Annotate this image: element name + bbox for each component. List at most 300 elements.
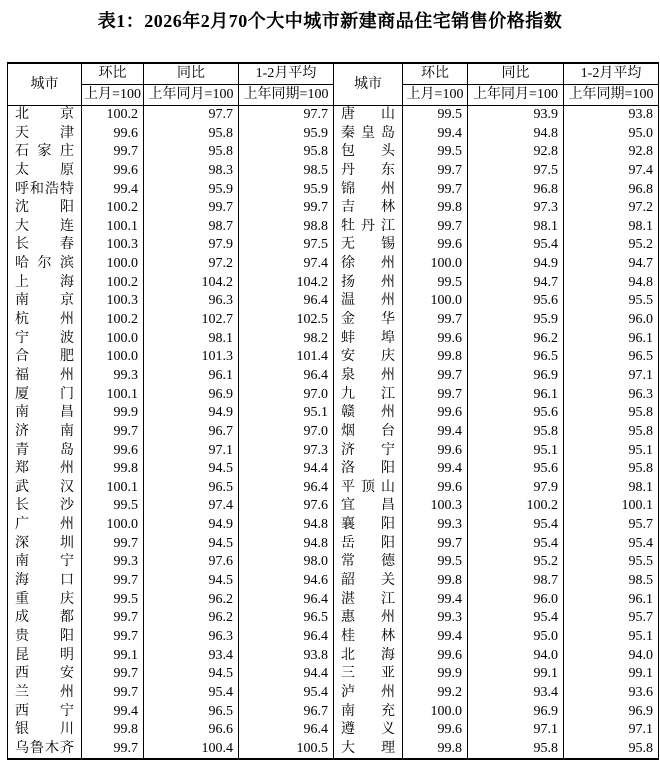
avg-value-cell: 95.1: [239, 404, 334, 423]
mom-value-cell: 99.6: [403, 404, 468, 423]
city-cell: 兰 州: [8, 684, 82, 703]
header-mom-right: 环比: [403, 63, 468, 85]
avg-value-cell: 96.1: [564, 591, 659, 610]
avg-value-cell: 95.7: [564, 516, 659, 535]
mom-value-cell: 100.2: [82, 311, 144, 330]
yoy-value-cell: 98.1: [468, 218, 564, 237]
city-cell: 青 岛: [8, 442, 82, 461]
table-title: 表1：2026年2月70个大中城市新建商品住宅销售价格指数: [97, 11, 563, 31]
mom-value-cell: 99.5: [403, 274, 468, 293]
mom-value-cell: 100.3: [403, 497, 468, 516]
mom-value-cell: 100.0: [403, 255, 468, 274]
mom-value-cell: 99.3: [403, 609, 468, 628]
avg-value-cell: 95.9: [239, 181, 334, 200]
yoy-value-cell: 97.4: [144, 497, 239, 516]
mom-value-cell: 99.7: [403, 218, 468, 237]
city-cell: 岳 阳: [334, 535, 403, 554]
avg-value-cell: 97.6: [239, 497, 334, 516]
mom-value-cell: 99.8: [403, 572, 468, 591]
yoy-value-cell: 102.7: [144, 311, 239, 330]
avg-value-cell: 95.0: [564, 125, 659, 144]
header-row-base: [8, 85, 659, 106]
table-row: [8, 255, 659, 274]
city-cell: 徐 州: [334, 255, 403, 274]
mom-value-cell: 99.7: [403, 181, 468, 200]
city-cell: 杭 州: [8, 311, 82, 330]
avg-value-cell: 94.4: [239, 665, 334, 684]
yoy-value-cell: 98.7: [468, 572, 564, 591]
mom-value-cell: 99.4: [403, 628, 468, 647]
mom-value-cell: 99.4: [82, 703, 144, 722]
yoy-value-cell: 94.9: [144, 404, 239, 423]
city-cell: 平 顶 山: [334, 479, 403, 498]
avg-value-cell: 96.7: [239, 703, 334, 722]
mom-value-cell: 100.2: [82, 106, 144, 125]
header-avg-left: 1-2月平均: [239, 63, 334, 85]
mom-value-cell: 99.5: [403, 553, 468, 572]
avg-value-cell: 97.4: [239, 255, 334, 274]
city-cell: 无 锡: [334, 236, 403, 255]
avg-value-cell: 97.5: [239, 236, 334, 255]
table-row: [8, 497, 659, 516]
yoy-value-cell: 99.7: [144, 199, 239, 218]
mom-value-cell: 99.6: [403, 479, 468, 498]
table-row: [8, 628, 659, 647]
yoy-value-cell: 96.1: [468, 386, 564, 405]
city-cell: 长 春: [8, 236, 82, 255]
avg-value-cell: 95.4: [564, 535, 659, 554]
avg-value-cell: 96.0: [564, 311, 659, 330]
yoy-value-cell: 94.9: [468, 255, 564, 274]
yoy-value-cell: 94.8: [468, 125, 564, 144]
city-cell: 西 安: [8, 665, 82, 684]
yoy-value-cell: 101.3: [144, 348, 239, 367]
yoy-value-cell: 95.6: [468, 460, 564, 479]
yoy-value-cell: 95.8: [144, 125, 239, 144]
table-row: [8, 460, 659, 479]
avg-value-cell: 95.8: [564, 460, 659, 479]
yoy-value-cell: 94.0: [468, 647, 564, 666]
avg-value-cell: 93.6: [564, 684, 659, 703]
avg-value-cell: 96.4: [239, 292, 334, 311]
mom-value-cell: 99.4: [403, 591, 468, 610]
mom-value-cell: 99.7: [82, 609, 144, 628]
yoy-value-cell: 96.3: [144, 292, 239, 311]
mom-value-cell: 99.8: [82, 460, 144, 479]
mom-value-cell: 99.4: [403, 125, 468, 144]
table-row: [8, 740, 659, 760]
yoy-value-cell: 100.2: [468, 497, 564, 516]
table-row: [8, 106, 659, 125]
mom-value-cell: 99.7: [403, 367, 468, 386]
mom-value-cell: 99.7: [82, 665, 144, 684]
yoy-value-cell: 97.5: [468, 162, 564, 181]
city-cell: 南 昌: [8, 404, 82, 423]
mom-value-cell: 100.0: [403, 703, 468, 722]
city-cell: 天 津: [8, 125, 82, 144]
city-cell: 济 宁: [334, 442, 403, 461]
yoy-value-cell: 96.5: [144, 703, 239, 722]
city-cell: 包 头: [334, 143, 403, 162]
city-cell: 泸 州: [334, 684, 403, 703]
mom-value-cell: 100.1: [82, 386, 144, 405]
yoy-value-cell: 94.5: [144, 535, 239, 554]
city-cell: 太 原: [8, 162, 82, 181]
yoy-value-cell: 99.1: [468, 665, 564, 684]
avg-value-cell: 96.1: [564, 330, 659, 349]
yoy-value-cell: 95.6: [468, 404, 564, 423]
city-cell: 唐 山: [334, 106, 403, 125]
yoy-value-cell: 104.2: [144, 274, 239, 293]
avg-value-cell: 97.1: [564, 367, 659, 386]
table-row: [8, 609, 659, 628]
header-city-right: 城市: [334, 63, 403, 106]
mom-value-cell: 100.2: [82, 199, 144, 218]
header-row-top: [8, 63, 659, 85]
header-yoy-base-left: 上年同月=100: [144, 85, 239, 106]
mom-value-cell: 99.8: [82, 721, 144, 740]
yoy-value-cell: 95.0: [468, 628, 564, 647]
yoy-value-cell: 95.9: [144, 181, 239, 200]
city-cell: 长 沙: [8, 497, 82, 516]
mom-value-cell: 99.7: [82, 423, 144, 442]
mom-value-cell: 100.2: [82, 274, 144, 293]
yoy-value-cell: 95.8: [144, 143, 239, 162]
yoy-value-cell: 97.1: [144, 442, 239, 461]
table-row: [8, 311, 659, 330]
city-cell: 扬 州: [334, 274, 403, 293]
yoy-value-cell: 94.5: [144, 572, 239, 591]
city-cell: 上 海: [8, 274, 82, 293]
mom-value-cell: 99.2: [403, 684, 468, 703]
yoy-value-cell: 96.2: [144, 591, 239, 610]
table-row: [8, 367, 659, 386]
mom-value-cell: 99.7: [403, 311, 468, 330]
avg-value-cell: 98.2: [239, 330, 334, 349]
yoy-value-cell: 96.1: [144, 367, 239, 386]
avg-value-cell: 97.1: [564, 721, 659, 740]
yoy-value-cell: 97.7: [144, 106, 239, 125]
table-row: [8, 218, 659, 237]
avg-value-cell: 95.8: [564, 404, 659, 423]
mom-value-cell: 100.0: [82, 348, 144, 367]
mom-value-cell: 99.6: [403, 330, 468, 349]
avg-value-cell: 94.8: [239, 535, 334, 554]
mom-value-cell: 99.6: [403, 647, 468, 666]
city-cell: 吉 林: [334, 199, 403, 218]
mom-value-cell: 99.3: [82, 553, 144, 572]
city-cell: 遵 义: [334, 721, 403, 740]
table-row: [8, 404, 659, 423]
header-avg-base-right: 上年同期=100: [564, 85, 659, 106]
city-cell: 银 川: [8, 721, 82, 740]
table-row: [8, 442, 659, 461]
avg-value-cell: 96.4: [239, 628, 334, 647]
city-cell: 三 亚: [334, 665, 403, 684]
table-row: [8, 572, 659, 591]
city-cell: 西 宁: [8, 703, 82, 722]
header-yoy-left: 同比: [144, 63, 239, 85]
yoy-value-cell: 96.7: [144, 423, 239, 442]
table-row: [8, 591, 659, 610]
avg-value-cell: 94.4: [239, 460, 334, 479]
yoy-value-cell: 95.1: [468, 442, 564, 461]
city-cell: 沈 阳: [8, 199, 82, 218]
city-cell: 福 州: [8, 367, 82, 386]
avg-value-cell: 98.1: [564, 218, 659, 237]
table-row: [8, 423, 659, 442]
mom-value-cell: 99.6: [82, 442, 144, 461]
mom-value-cell: 99.7: [82, 572, 144, 591]
city-cell: 石 家 庄: [8, 143, 82, 162]
table-row: [8, 330, 659, 349]
header-city-left: 城市: [8, 63, 82, 106]
avg-value-cell: 94.6: [239, 572, 334, 591]
city-cell: 泉 州: [334, 367, 403, 386]
avg-value-cell: 97.2: [564, 199, 659, 218]
price-index-table: [7, 62, 659, 760]
mom-value-cell: 99.9: [403, 665, 468, 684]
yoy-value-cell: 95.6: [468, 292, 564, 311]
yoy-value-cell: 96.2: [468, 330, 564, 349]
avg-value-cell: 96.3: [564, 386, 659, 405]
mom-value-cell: 99.7: [403, 535, 468, 554]
table-row: [8, 479, 659, 498]
mom-value-cell: 99.5: [82, 591, 144, 610]
mom-value-cell: 99.3: [403, 516, 468, 535]
avg-value-cell: 96.5: [564, 348, 659, 367]
yoy-value-cell: 94.5: [144, 665, 239, 684]
yoy-value-cell: 97.3: [468, 199, 564, 218]
yoy-value-cell: 92.8: [468, 143, 564, 162]
avg-value-cell: 98.1: [564, 479, 659, 498]
city-cell: 襄 阳: [334, 516, 403, 535]
avg-value-cell: 98.0: [239, 553, 334, 572]
mom-value-cell: 99.7: [82, 143, 144, 162]
avg-value-cell: 95.8: [239, 143, 334, 162]
yoy-value-cell: 100.4: [144, 740, 239, 760]
avg-value-cell: 94.7: [564, 255, 659, 274]
mom-value-cell: 99.7: [82, 535, 144, 554]
yoy-value-cell: 95.4: [468, 535, 564, 554]
city-cell: 宜 昌: [334, 497, 403, 516]
city-cell: 洛 阳: [334, 460, 403, 479]
city-cell: 广 州: [8, 516, 82, 535]
yoy-value-cell: 98.1: [144, 330, 239, 349]
mom-value-cell: 99.9: [82, 404, 144, 423]
yoy-value-cell: 95.4: [144, 684, 239, 703]
yoy-value-cell: 95.9: [468, 311, 564, 330]
city-cell: 合 肥: [8, 348, 82, 367]
table-row: [8, 386, 659, 405]
header-yoy-base-right: 上年同月=100: [468, 85, 564, 106]
table-row: [8, 516, 659, 535]
avg-value-cell: 97.7: [239, 106, 334, 125]
avg-value-cell: 95.4: [239, 684, 334, 703]
yoy-value-cell: 93.4: [468, 684, 564, 703]
avg-value-cell: 96.8: [564, 181, 659, 200]
yoy-value-cell: 98.3: [144, 162, 239, 181]
city-cell: 惠 州: [334, 609, 403, 628]
yoy-value-cell: 96.6: [144, 721, 239, 740]
avg-value-cell: 92.8: [564, 143, 659, 162]
table-row: [8, 665, 659, 684]
avg-value-cell: 95.8: [564, 423, 659, 442]
header-avg-right: 1-2月平均: [564, 63, 659, 85]
city-cell: 秦 皇 岛: [334, 125, 403, 144]
yoy-value-cell: 95.8: [468, 423, 564, 442]
avg-value-cell: 98.5: [564, 572, 659, 591]
city-cell: 南 京: [8, 292, 82, 311]
mom-value-cell: 99.5: [403, 106, 468, 125]
city-cell: 深 圳: [8, 535, 82, 554]
table-row: [8, 684, 659, 703]
avg-value-cell: 95.1: [564, 442, 659, 461]
avg-value-cell: 100.5: [239, 740, 334, 760]
city-cell: 丹 东: [334, 162, 403, 181]
yoy-value-cell: 95.4: [468, 236, 564, 255]
table-row: [8, 292, 659, 311]
avg-value-cell: 95.5: [564, 553, 659, 572]
yoy-value-cell: 96.9: [468, 703, 564, 722]
city-cell: 贵 阳: [8, 628, 82, 647]
yoy-value-cell: 94.5: [144, 460, 239, 479]
yoy-value-cell: 96.3: [144, 628, 239, 647]
yoy-value-cell: 93.4: [144, 647, 239, 666]
avg-value-cell: 93.8: [564, 106, 659, 125]
mom-value-cell: 99.7: [403, 162, 468, 181]
yoy-value-cell: 97.6: [144, 553, 239, 572]
city-cell: 武 汉: [8, 479, 82, 498]
yoy-value-cell: 96.5: [144, 479, 239, 498]
avg-value-cell: 95.7: [564, 609, 659, 628]
mom-value-cell: 99.6: [403, 236, 468, 255]
avg-value-cell: 99.7: [239, 199, 334, 218]
table-row: [8, 143, 659, 162]
yoy-value-cell: 96.0: [468, 591, 564, 610]
avg-value-cell: 102.5: [239, 311, 334, 330]
table-row: [8, 199, 659, 218]
city-cell: 北 京: [8, 106, 82, 125]
mom-value-cell: 99.1: [82, 647, 144, 666]
city-cell: 锦 州: [334, 181, 403, 200]
avg-value-cell: 97.0: [239, 386, 334, 405]
mom-value-cell: 99.7: [82, 628, 144, 647]
table-row: [8, 348, 659, 367]
yoy-value-cell: 93.9: [468, 106, 564, 125]
avg-value-cell: 94.8: [564, 274, 659, 293]
city-cell: 大 理: [334, 740, 403, 760]
yoy-value-cell: 95.2: [468, 553, 564, 572]
mom-value-cell: 99.8: [403, 740, 468, 760]
avg-value-cell: 101.4: [239, 348, 334, 367]
mom-value-cell: 99.6: [403, 721, 468, 740]
avg-value-cell: 97.4: [564, 162, 659, 181]
avg-value-cell: 95.8: [564, 740, 659, 760]
city-cell: 安 庆: [334, 348, 403, 367]
mom-value-cell: 99.8: [403, 199, 468, 218]
mom-value-cell: 100.0: [403, 292, 468, 311]
avg-value-cell: 95.5: [564, 292, 659, 311]
avg-value-cell: 96.4: [239, 591, 334, 610]
mom-value-cell: 99.4: [82, 181, 144, 200]
avg-value-cell: 96.9: [564, 703, 659, 722]
yoy-value-cell: 95.4: [468, 609, 564, 628]
city-cell: 牡 丹 江: [334, 218, 403, 237]
table-row: [8, 125, 659, 144]
yoy-value-cell: 94.7: [468, 274, 564, 293]
yoy-value-cell: 96.9: [468, 367, 564, 386]
mom-value-cell: 99.7: [403, 386, 468, 405]
table-row: [8, 703, 659, 722]
mom-value-cell: 99.4: [403, 423, 468, 442]
mom-value-cell: 100.0: [82, 330, 144, 349]
mom-value-cell: 100.1: [82, 218, 144, 237]
city-cell: 重 庆: [8, 591, 82, 610]
header-mom-left: 环比: [82, 63, 144, 85]
mom-value-cell: 99.4: [403, 460, 468, 479]
city-cell: 成 都: [8, 609, 82, 628]
city-cell: 大 连: [8, 218, 82, 237]
mom-value-cell: 100.0: [82, 516, 144, 535]
city-cell: 金 华: [334, 311, 403, 330]
yoy-value-cell: 94.9: [144, 516, 239, 535]
header-mom-base-left: 上月=100: [82, 85, 144, 106]
mom-value-cell: 99.6: [82, 162, 144, 181]
avg-value-cell: 99.1: [564, 665, 659, 684]
city-cell: 南 宁: [8, 553, 82, 572]
yoy-value-cell: 97.1: [468, 721, 564, 740]
mom-value-cell: 99.6: [82, 125, 144, 144]
table-row: [8, 274, 659, 293]
yoy-value-cell: 97.9: [144, 236, 239, 255]
yoy-value-cell: 97.2: [144, 255, 239, 274]
avg-value-cell: 98.5: [239, 162, 334, 181]
mom-value-cell: 99.5: [82, 497, 144, 516]
avg-value-cell: 96.4: [239, 367, 334, 386]
city-cell: 烟 台: [334, 423, 403, 442]
city-cell: 呼 和 浩 特: [8, 181, 82, 200]
city-cell: 湛 江: [334, 591, 403, 610]
avg-value-cell: 100.1: [564, 497, 659, 516]
yoy-value-cell: 96.9: [144, 386, 239, 405]
header-avg-base-left: 上年同期=100: [239, 85, 334, 106]
yoy-value-cell: 95.8: [468, 740, 564, 760]
avg-value-cell: 96.4: [239, 721, 334, 740]
yoy-value-cell: 96.8: [468, 181, 564, 200]
mom-value-cell: 99.7: [82, 684, 144, 703]
table-row: [8, 553, 659, 572]
city-cell: 温 州: [334, 292, 403, 311]
city-cell: 厦 门: [8, 386, 82, 405]
mom-value-cell: 100.0: [82, 255, 144, 274]
table-row: [8, 236, 659, 255]
yoy-value-cell: 96.2: [144, 609, 239, 628]
avg-value-cell: 95.9: [239, 125, 334, 144]
yoy-value-cell: 95.4: [468, 516, 564, 535]
city-cell: 九 江: [334, 386, 403, 405]
mom-value-cell: 100.3: [82, 292, 144, 311]
avg-value-cell: 96.5: [239, 609, 334, 628]
table-row: [8, 647, 659, 666]
table-header: [8, 63, 659, 106]
avg-value-cell: 96.4: [239, 479, 334, 498]
avg-value-cell: 95.1: [564, 628, 659, 647]
table-row: [8, 721, 659, 740]
yoy-value-cell: 96.5: [468, 348, 564, 367]
avg-value-cell: 95.2: [564, 236, 659, 255]
table-body: [8, 106, 659, 760]
